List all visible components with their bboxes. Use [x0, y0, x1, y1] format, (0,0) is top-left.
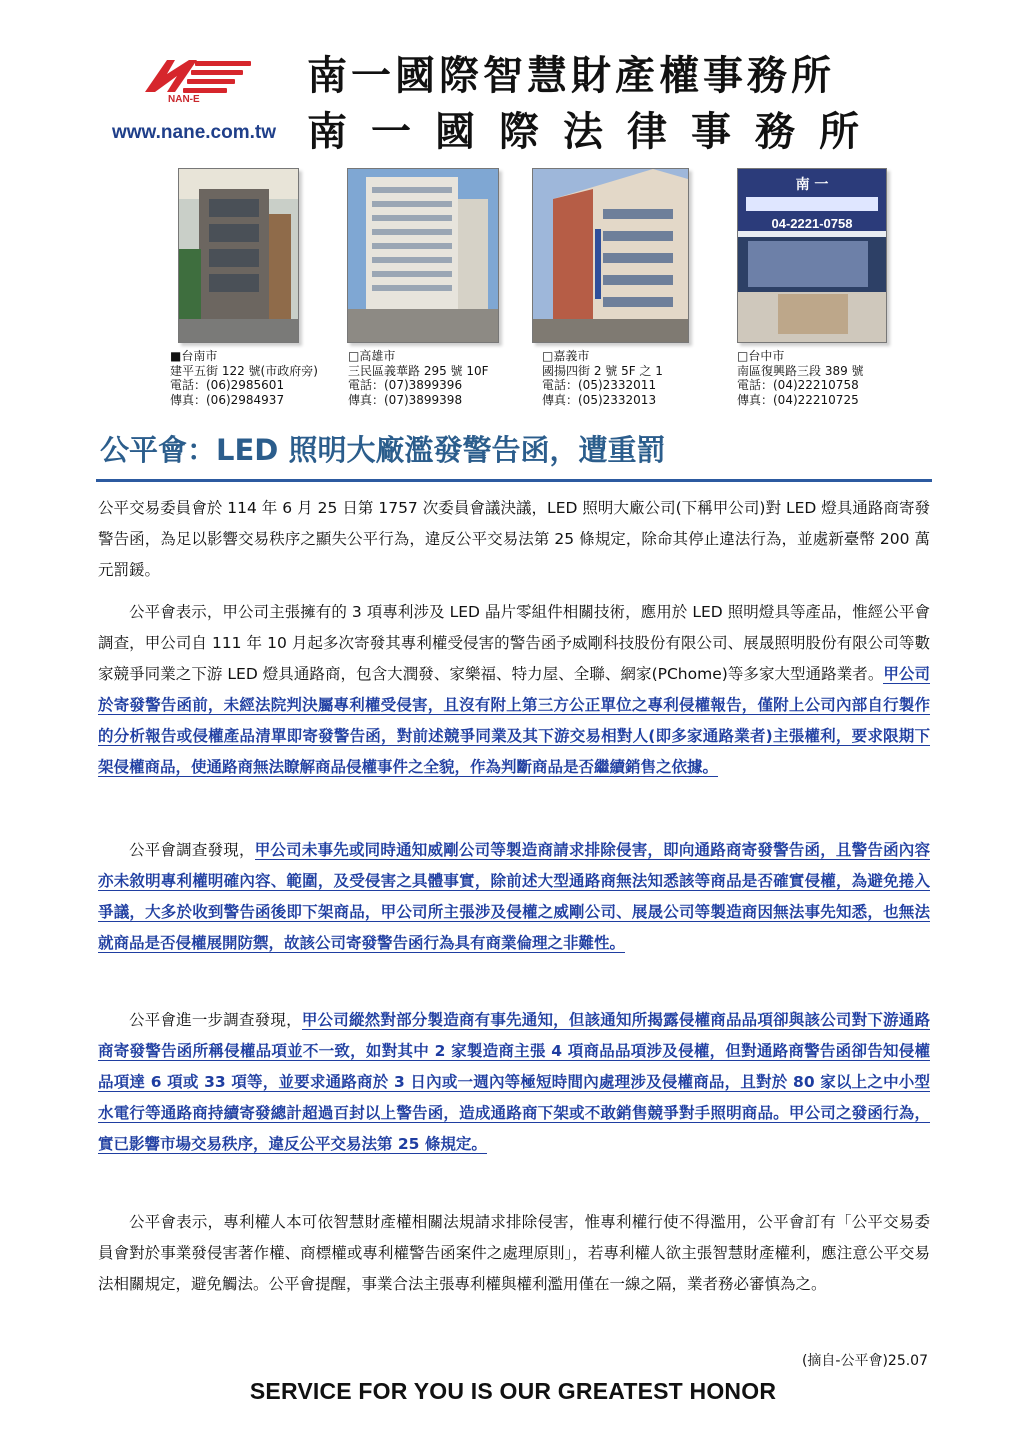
office-photo-taichung — [737, 168, 887, 343]
paragraph-text: 公平會調查發現， — [129, 841, 255, 859]
office-city: □高雄市 — [348, 349, 396, 363]
article-paragraph-4 — [98, 1005, 930, 1160]
office-city: □嘉義市 — [542, 349, 590, 363]
office-address: 國揚四街 2 號 5F 之 1 — [542, 363, 663, 378]
office-fax: 傳真：(04)22210725 — [737, 392, 859, 407]
taichung-sign: 南 一 — [795, 177, 829, 193]
highlighted-text: 甲公司於寄發警告函前，未經法院判決屬專利權受侵害，且沒有附上第三方公正單位之專利侵權報告，僅附上公司內部自行製作的分析報告或侵權產品清單即寄發警告函，對前述競爭同業及其下游交易相對人(即多家通路業者)主張權利，要求限期下架侵權商品，使通路商無法瞭解商品侵權事件之全貌，作為判斷商品是否繼續銷售之依據。 — [98, 665, 930, 776]
paragraph-text: 公平會進一步調查發現， — [129, 1011, 302, 1029]
office-phone: 電話：(05)2332011 — [542, 378, 657, 392]
office-city: □台中市 — [737, 349, 785, 363]
office-phone: 電話：(04)22210758 — [737, 378, 859, 392]
office-kaohsiung — [348, 349, 489, 407]
office-photo-kaohsiung — [347, 168, 499, 343]
brand-code: NAN-E — [168, 94, 200, 105]
office-address: 建平五街 122 號(市政府旁) — [170, 363, 318, 378]
article-paragraph-5: 公平會表示，專利權人本可依智慧財產權相關法規請求排除侵害，惟專利權行使不得濫用，公平會訂有「公平交易委員會對於事業發侵害著作權、商標權或專利權警告函案件之處理原則」，若專利權人欲主張智慧財產權利，應注意公平交易法相關規定，避免觸法。公平會提醒，事業合法主張專利權與權利濫用僅在一線之隔，業者務必審慎為之。 — [98, 1213, 930, 1293]
office-chiayi — [542, 349, 663, 407]
office-address: 南區復興路三段 389 號 — [737, 363, 864, 378]
office-tainan — [170, 349, 318, 407]
highlighted-text: 甲公司未事先或同時通知威剛公司等製造商請求排除侵害，即向通路商寄發警告函，且警告函內容亦未敘明專利權明確內容、範圍，及受侵害之具體事實，除前述大型通路商無法知悉該等商品是否確實侵權，為避免捲入爭議，大多於收到警告函後即下架商品，甲公司所主張涉及侵權之威剛公司、展晟公司等製造商因無法事先知悉，也無法就商品是否侵權展開防禦，故該公司寄發警告函行為具有商業倫理之非難性。 — [98, 841, 930, 952]
title-underline — [96, 479, 932, 482]
office-fax: 傳真：(07)3899398 — [348, 392, 463, 407]
office-taichung — [737, 349, 864, 407]
office-phone: 電話：(06)2985601 — [170, 378, 285, 392]
taichung-phone: 04-2221-0758 — [771, 216, 853, 231]
firm-name-ip: 南一國際智慧財產權事務所 — [307, 53, 835, 99]
footer-slogan: SERVICE FOR YOU IS OUR GREATEST HONOR — [249, 1378, 777, 1404]
office-city: ■台南市 — [170, 349, 218, 363]
article-paragraph-1: 公平交易委員會於 114 年 6 月 25 日第 1757 次委員會議決議，LED 照明大廠公司(下稱甲公司)對 LED 燈具通路商寄發警告函，為足以影響交易秩序之顯失公平行為，違反公平交易法第 25 條規定，除命其停止違法行為，並處新臺幣 200 萬元罰鍰。 — [98, 499, 930, 579]
article-paragraph-2 — [98, 597, 930, 783]
article-paragraph-3 — [98, 835, 930, 959]
website-link[interactable]: www.nane.com.tw — [112, 122, 276, 143]
office-fax: 傳真：(06)2984937 — [170, 392, 285, 407]
office-fax: 傳真：(05)2332013 — [542, 392, 657, 407]
office-photo-tainan — [178, 168, 299, 343]
source-note: (摘自-公平會)25.07 — [801, 1353, 928, 1369]
paragraph-text: 公平會表示，甲公司主張擁有的 3 項專利涉及 LED 晶片零組件相關技術，應用於 LED 照明燈具等產品，惟經公平會調查，甲公司自 111 年 10 月起多次寄發其專利權受侵害的警告函予威剛科技股份有限公司、展晟照明股份有限公司等數家競爭同業之下游 LED 燈具通路商，包含大潤發、家樂福、特力屋、全聯、網家(PChome)等多家大型通路業者。 — [98, 603, 930, 683]
firm-name-law: 南一國際法律事務所 — [307, 109, 883, 155]
office-address: 三民區義華路 295 號 10F — [348, 363, 489, 378]
highlighted-text: 甲公司縱然對部分製造商有事先通知，但該通知所揭露侵權商品品項卻與該公司對下游通路商寄發警告函所稱侵權品項並不一致，如對其中 2 家製造商主張 4 項商品品項涉及侵權，但對通路商警告函卻告知侵權品項達 6 項或 33 項等，並要求通路商於 3 日內或一週內等極短時間內處理涉及侵權商品，且對於 80 家以上之中小型水電行等通路商持續寄發總計超過百封以上警告函，造成通路商下架或不敢銷售競爭對手照明商品。甲公司之發函行為，實已影響市場交易秩序，違反公平交易法第 25 條規定。 — [98, 1011, 930, 1153]
office-photo-chiayi — [532, 168, 689, 343]
article-title: 公平會：LED 照明大廠濫發警告函，遭重罰 — [100, 433, 666, 467]
office-phone: 電話：(07)3899396 — [348, 378, 463, 392]
